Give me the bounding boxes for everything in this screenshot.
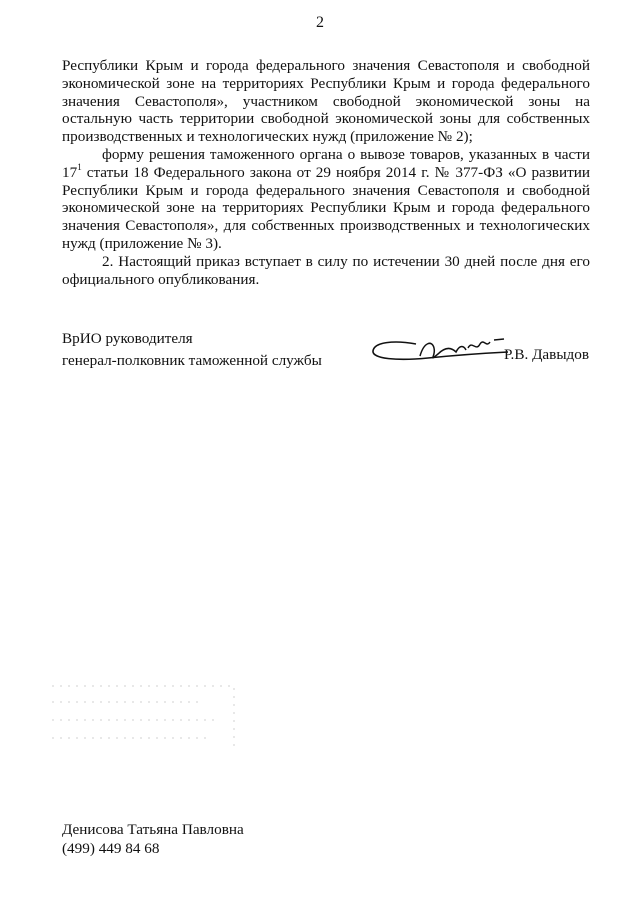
paragraph-effective-date: 2. Настоящий приказ вступает в силу по истечении 30 дней после дня его официального опубликования. xyxy=(62,252,590,288)
superscript: 1 xyxy=(77,161,82,172)
faint-stamp-marks xyxy=(48,680,238,752)
position-line-1: ВрИО руководителя xyxy=(62,330,193,347)
document-body xyxy=(62,57,590,288)
handwritten-signature xyxy=(368,334,518,374)
signatory-position xyxy=(62,328,322,372)
signer-name: Р.В. Давыдов xyxy=(504,346,590,363)
page-number: 2 xyxy=(316,14,324,31)
contact-info xyxy=(62,820,244,858)
paragraph-appendix-2: Республики Крым и города федерального значения Севастополя и свободной экономической зоне на территориях Республики Крым и города федерального значения Севастополя», участником свободной экономической зоны на остальную часть территории свободной экономической зоны для собственных производственных и технологических нужд (приложение № 2); xyxy=(62,57,590,146)
paragraph-appendix-3 xyxy=(62,146,590,253)
form-text-start: форму решения таможенного органа о вывозе товаров, указанных в части 17 xyxy=(62,145,590,181)
contact-name: Денисова Татьяна Павловна xyxy=(62,821,244,838)
contact-phone: (499) 449 84 68 xyxy=(62,840,160,857)
form-text-end: статьи 18 Федерального закона от 29 ноября 2014 г. № 377-ФЗ «О развитии Республики Крым и города федерального значения Севастополя и свободной экономической зоне на территориях Республики Крым и города федерального значения Севастополя», для собственных производственных и технологических нужд (приложение № 3). xyxy=(62,163,590,252)
position-line-2: генерал-полковник таможенной службы xyxy=(62,352,322,369)
